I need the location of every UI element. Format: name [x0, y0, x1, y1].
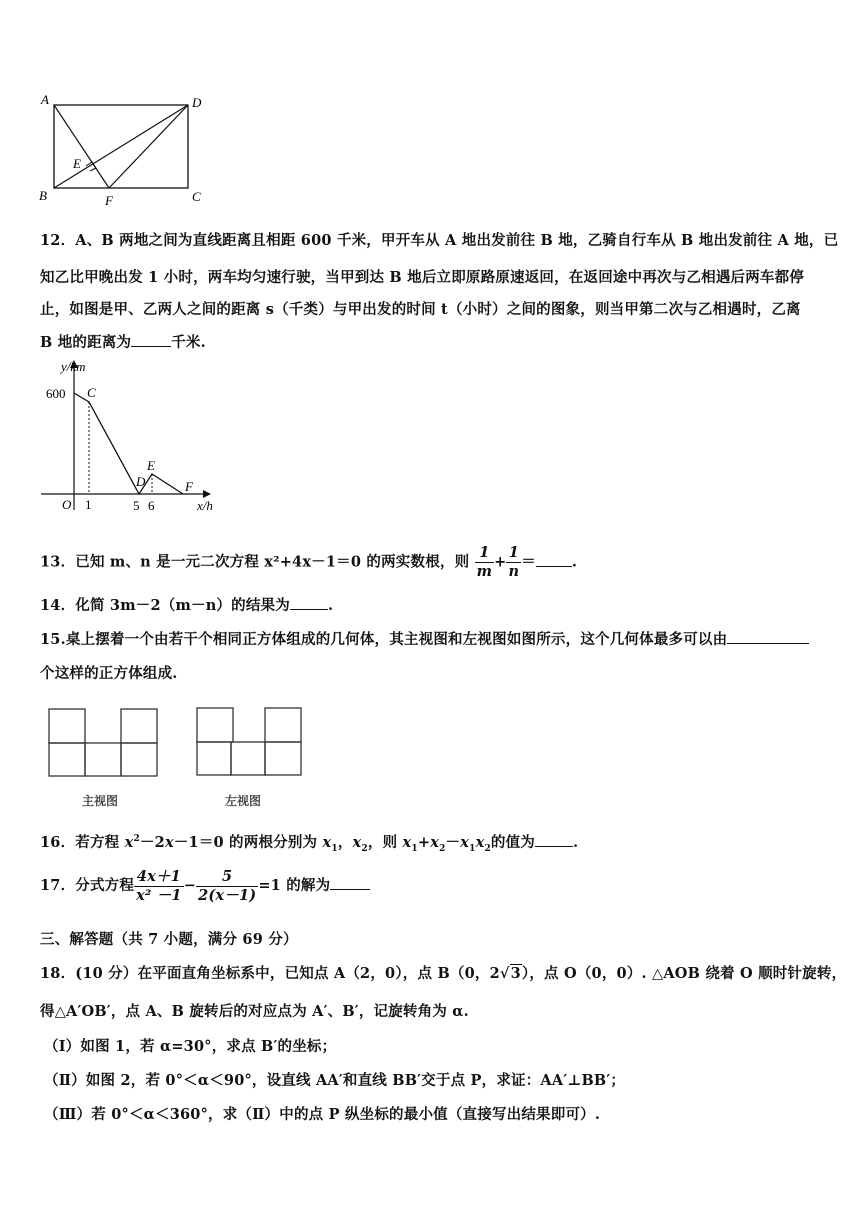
q16-expr-x1b-sub: 1 [469, 843, 476, 854]
left-cube-top-left [197, 708, 233, 742]
left-cube-bottom-3 [265, 742, 301, 775]
q12-line4-post: 千米. [171, 334, 206, 351]
q16-root-2: x [352, 834, 362, 851]
q18-sqrt-value: 3 [510, 965, 521, 982]
front-view-figure [45, 705, 160, 780]
q18-part3: （Ⅲ）若 0°＜α＜360°，求（Ⅱ）中的点 P 纵坐标的最小值（直接写出结果即可）. [44, 1106, 601, 1123]
front-cube-top-right [121, 709, 157, 743]
q17-frac2-den: 2(x－1) [198, 886, 257, 904]
segment-af [54, 105, 109, 188]
q18-line1-pre: 18．(10 分）在平面直角坐标系中，已知点 A（2，0），点 B（0，2 [40, 965, 500, 982]
q13-plus: + [494, 553, 507, 571]
q13-fraction-1 [475, 544, 495, 581]
graph-polyline [74, 393, 183, 494]
q16 [40, 831, 578, 854]
q17-fraction-2 [196, 868, 258, 905]
q16-sup-2: 2 [133, 834, 140, 845]
point-f-label: F [185, 479, 193, 494]
front-view-caption: 主视图 [82, 794, 119, 808]
q16-text-2: －2 [139, 834, 165, 851]
q16-expr-x2b: x [475, 834, 485, 851]
section-3-heading: 三、解答题（共 7 小题，满分 69 分） [40, 931, 298, 948]
q14-pre: 14．化简 3m－2（m－n）的结果为 [40, 597, 290, 614]
q12-line4-pre: B 地的距离为 [40, 334, 132, 351]
q16-plus: + [417, 834, 431, 851]
x-tick-1: 1 [85, 497, 92, 512]
q12-answer-blank [131, 332, 171, 347]
q13-answer-blank [536, 552, 572, 567]
q15-line1 [40, 628, 809, 649]
q16-minus: － [445, 834, 461, 851]
point-d-label: D [136, 474, 146, 489]
origin-label: O [62, 497, 72, 512]
rectangle-figure [35, 90, 215, 210]
q16-expr-x2: x [430, 834, 440, 851]
q17-frac1-den: x² －1 [136, 886, 182, 904]
left-cube-bottom-2 [231, 742, 265, 775]
q16-comma: ， [337, 834, 353, 851]
q16-expr-x1b: x [460, 834, 470, 851]
left-cube-bottom-1 [197, 742, 231, 775]
q13-eq: ＝ [521, 553, 536, 571]
label-b: B [39, 188, 47, 203]
q14 [40, 594, 333, 615]
q16-expr-x1-sub: 1 [411, 843, 418, 854]
y-tick-600: 600 [46, 386, 66, 401]
q15-line2: 个这样的正方体组成. [40, 665, 178, 682]
q17-frac1-num: 4x＋1 [134, 868, 184, 887]
q13-frac1-den: m [476, 563, 493, 580]
x-tick-5: 5 [133, 498, 140, 513]
left-cube-top-right [265, 708, 301, 742]
q15-line1-text: 15.桌上摆着一个由若干个相同正方体组成的几何体，其主视图和左视图如图所示，这个几何体最多可以由 [40, 631, 728, 648]
x-axis-label: x/h [197, 498, 213, 513]
q17-fraction-1 [134, 868, 184, 905]
x-tick-6: 6 [148, 498, 155, 513]
q16-root-1: x [322, 834, 332, 851]
front-cube-top-left [49, 709, 85, 743]
q18-line2: 得△A′OB′，点 A、B 旋转后的对应点为 A′、B′，记旋转角为 α. [40, 1003, 469, 1020]
q12-line4 [40, 331, 206, 352]
q18-part1: （Ⅰ）如图 1，若 α=30°，求点 B′的坐标； [44, 1038, 337, 1055]
front-cube-bottom-2 [85, 743, 121, 776]
q16-root-2-sub: 2 [361, 843, 368, 854]
left-view-caption: 左视图 [225, 794, 262, 808]
q13-frac2-den: n [508, 563, 520, 580]
q15-answer-blank [727, 629, 809, 644]
q16-answer-blank [535, 832, 573, 847]
q16-expr-x2-sub: 2 [439, 843, 446, 854]
q16-text-1: 16．若方程 [40, 834, 125, 851]
q17-minus: − [183, 877, 197, 894]
q17-frac2-num: 5 [196, 868, 258, 887]
q14-answer-blank [290, 595, 328, 610]
q16-expr-x1: x [402, 834, 412, 851]
q18-line1-post: ），点 O（0，0）. △AOB 绕着 O 顺时针旋转， [521, 965, 847, 982]
q18-sqrt-sign: √ [499, 965, 510, 982]
q16-expr-x2b-sub: 2 [484, 843, 491, 854]
q17-pre: 17．分式方程 [40, 877, 135, 894]
q17-answer-blank [330, 875, 370, 890]
front-cube-bottom-3 [121, 743, 157, 776]
q16-var-x: x [124, 834, 134, 851]
front-cube-bottom-1 [49, 743, 85, 776]
left-view-figure [193, 704, 308, 779]
x-axis-arrow [203, 490, 211, 498]
point-e-label: E [147, 458, 155, 473]
label-e: E [73, 156, 81, 171]
q16-text-post: 的值为 [490, 834, 536, 851]
label-c: C [192, 189, 201, 204]
q13-frac2-num: 1 [506, 544, 521, 563]
label-f: F [105, 193, 113, 208]
label-d: D [192, 95, 202, 110]
q16-root-1-sub: 1 [331, 843, 338, 854]
q17 [40, 866, 370, 906]
q18-line1 [40, 962, 846, 983]
q16-text-3: －1＝0 的两根分别为 [173, 834, 323, 851]
distance-time-graph [35, 355, 235, 520]
q16-text-4: ，则 [367, 834, 403, 851]
q12-line1: 12．A、B 两地之间为直线距离且相距 600 千米，甲开车从 A 地出发前往 B 地，乙骑自行车从 B 地出发前往 A 地，已 [40, 232, 839, 249]
q18-part2: （Ⅱ）如图 2，若 0°＜α＜90°，设直线 AA′和直线 BB′交于点 P，求证：AA′⊥BB′； [44, 1072, 626, 1089]
q12-line2: 知乙比甲晚出发 1 小时，两车均匀速行驶，当甲到达 B 地后立即原路原速返回，在返回途中再次与乙相遇后两车都停 [40, 269, 805, 286]
q12-line3: 止，如图是甲、乙两人之间的距离 s（千类）与甲出发的时间 t（小时）之间的图象，则当甲第二次与乙相遇时，乙离 [40, 301, 801, 318]
q17-post: =1 的解为 [258, 877, 331, 894]
q13-post: . [571, 553, 578, 571]
q13-frac1-num: 1 [475, 544, 495, 563]
q16-end: . [573, 834, 579, 851]
q13 [40, 544, 577, 581]
q14-post: . [327, 597, 334, 614]
point-c-label: C [87, 385, 96, 400]
y-axis-label: y/km [61, 359, 86, 374]
q13-fraction-2 [506, 544, 521, 581]
q13-pre: 13．已知 m、n 是一元二次方程 x²+4x－1＝0 的两实数根，则 [40, 553, 470, 571]
q16-var-x2: x [164, 834, 174, 851]
label-a: A [41, 92, 49, 107]
